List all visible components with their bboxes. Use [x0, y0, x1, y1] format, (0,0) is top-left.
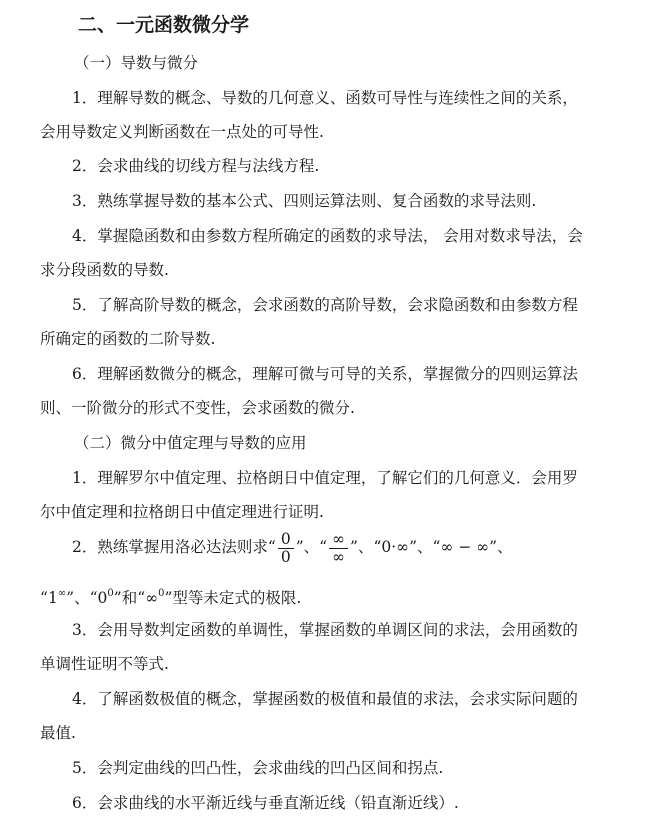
s2-item-3-line-2: 单调性证明不等式. [40, 655, 169, 673]
item-6-line-2: 则、一阶微分的形式不变性，会求函数的微分. [40, 399, 355, 417]
item-4-line-2: 求分段函数的导数. [40, 261, 169, 279]
form-zero-times-inf: 0·∞ [381, 538, 410, 556]
page-title: 二、一元函数微分学 [78, 14, 250, 36]
item-6-line-1: 6．理解函数微分的概念，理解可微与可导的关系，掌握微分的四则运算法 [72, 365, 578, 383]
section-heading-mean-value: （二）微分中值定理与导数的应用 [74, 434, 307, 452]
fraction-zero-over-zero: $\frac{0}{0}$ [278, 531, 294, 566]
s2-item-6-line-1: 6．会求曲线的水平渐近线与垂直渐近线（铅直渐近线）. [72, 794, 459, 812]
s2-item-1-line-2: 尔中值定理和拉格朗日中值定理进行证明. [40, 503, 324, 521]
item-4-line-1: 4．掌握隐函数和由参数方程所确定的函数的求导法， 会用对数求导法，会 [72, 227, 583, 245]
s2-item-4-line-2: 最值. [40, 724, 76, 742]
form-inf-minus-inf: ∞ − ∞ [440, 538, 490, 556]
s2-item-3-line-1: 3．会用导数判定函数的单调性，掌握函数的单调区间的求法，会用函数的 [72, 621, 578, 639]
s2-item-2-line-2: “1∞”、“$0^0$”和“∞$^0$”型等未定式的极限. [40, 588, 302, 607]
s2-item-5-line-1: 5．会判定曲线的凹凸性，会求曲线的凹凸区间和拐点. [72, 759, 444, 777]
s2-item-1-line-1: 1．理解罗尔中值定理、拉格朗日中值定理，了解它们的几何意义．会用罗 [72, 469, 578, 487]
item-2-prefix: 2．熟练掌握用洛必达法则求 [72, 538, 268, 556]
s2-item-4-line-1: 4．了解函数极值的概念，掌握函数的极值和最值的求法，会求实际问题的 [72, 690, 578, 708]
form-zero-pow-zero: $0^0$ [97, 588, 114, 607]
section-heading-derivatives: （一）导数与微分 [74, 54, 199, 72]
form-inf-pow-zero: ∞$^0$ [145, 588, 165, 607]
item-2-line-1: 2．会求曲线的切线方程与法线方程. [72, 157, 320, 175]
item-3-line-1: 3．熟练掌握导数的基本公式、四则运算法则、复合函数的求导法则. [72, 192, 537, 210]
s2-item-2-line-1: 2．熟练掌握用洛必达法则求“ $\frac{0}{0}$ ”、“ $\frac{\infty}{\infty}$ ”、“0·∞”、“∞ − ∞”、 [72, 529, 513, 566]
form-one-pow-inf: 1∞ [47, 588, 67, 607]
item-5-line-2: 所确定的函数的二阶导数. [40, 330, 216, 348]
item-1-line-2: 会用导数定义判断函数在一点处的可导性. [40, 123, 324, 141]
item-5-line-1: 5．了解高阶导数的概念，会求函数的高阶导数，会求隐函数和由参数方程 [72, 296, 578, 314]
item-1-line-1: 1．理解导数的概念、导数的几何意义、函数可导性与连续性之间的关系， [72, 89, 578, 107]
fraction-inf-over-inf: $\frac{\infty}{\infty}$ [329, 531, 348, 566]
